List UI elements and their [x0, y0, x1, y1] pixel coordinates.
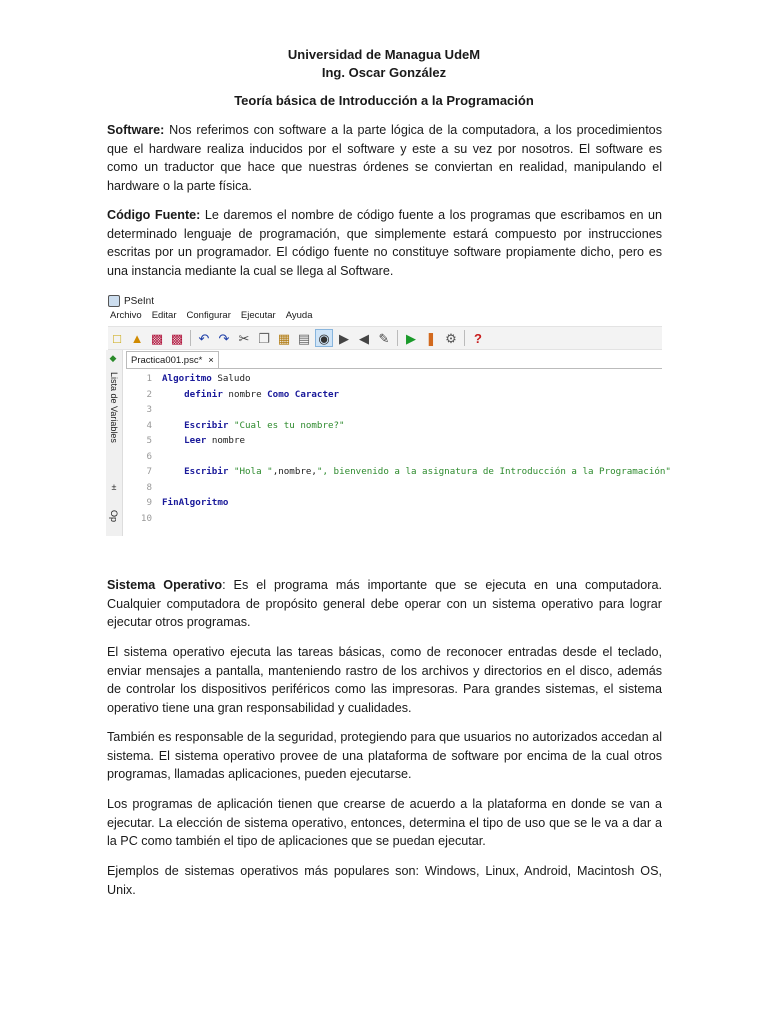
file-tab[interactable] [126, 351, 219, 368]
string-literal: ", bienvenido a la asignatura de Introducción a la Programación" [316, 466, 671, 477]
identifier: nombre [206, 435, 246, 446]
author-heading: Ing. Oscar González [321, 65, 447, 80]
new-file-icon[interactable]: □ [113, 330, 121, 346]
code-line [162, 464, 671, 480]
line-number: 3 [146, 404, 152, 415]
code-line [162, 511, 662, 527]
code-line [162, 449, 662, 465]
cut-icon[interactable]: ✂ [238, 330, 250, 346]
pseint-toolbar [108, 326, 662, 350]
variables-tab-icon: ◆ [109, 354, 119, 364]
save-as-icon[interactable]: ▩ [170, 330, 184, 346]
toolbar-separator [464, 330, 465, 346]
line-number: 4 [146, 419, 152, 431]
line-number-gutter [126, 371, 156, 526]
line-number: 1 [146, 373, 152, 384]
sistema-operativo-paragraph [107, 576, 662, 632]
code-line [162, 371, 662, 387]
toolbar-separator [397, 330, 398, 346]
seguridad-paragraph: También es responsable de la seguridad, protegiendo para que usuarios no autorizados accedan al sistema. El sistema operativo provee de una plataforma de software por encima de la cual otros programas, llamadas aplicaciones, pueden ejecutarse. [107, 730, 662, 782]
toolbar-separator [190, 330, 191, 346]
save-icon[interactable]: ▩ [150, 330, 164, 346]
file-tab-label: Practica001.psc* [131, 354, 203, 366]
code-line [162, 433, 662, 449]
open-file-icon[interactable]: ▲ [130, 330, 144, 346]
close-tab-icon[interactable]: × [208, 354, 214, 366]
sistema-operativo-term: Sistema Operativo [107, 578, 223, 592]
document-title: Teoría básica de Introducción a la Programación [234, 93, 534, 108]
codigo-fuente-term: Código Fuente: [107, 208, 201, 222]
pseint-screenshot [104, 292, 671, 537]
menu-configurar[interactable]: Configurar [186, 310, 231, 321]
code-lines [162, 371, 671, 526]
unindent-icon[interactable]: ◀ [359, 330, 369, 346]
code-line [162, 418, 662, 434]
undo-icon[interactable]: ↶ [198, 330, 210, 346]
redo-icon[interactable]: ↷ [218, 330, 230, 346]
keyword: Escribir [184, 466, 229, 477]
string-literal: "Hola " [233, 466, 273, 477]
string-literal: "Cual es tu nombre?" [233, 419, 345, 431]
ejemplos-paragraph: Ejemplos de sistemas operativos más populares son: Windows, Linux, Android, Macintosh OS, Unix. [107, 864, 662, 897]
line-number: 2 [146, 388, 152, 400]
paste-icon[interactable]: ▦ [277, 330, 291, 346]
side-tab-variables[interactable]: Lista de Variables [109, 372, 119, 443]
codigo-fuente-text: Le daremos el nombre de código fuente a los programas que escribamos en un determinado lenguaje de programación, que simplemente estará compuesto por instrucciones escritas por un programador. El código fuente no constituye software propiamente dicho, pero es una instancia mediante la cual se llega al Software. [107, 208, 662, 278]
comment-icon[interactable]: ✎ [378, 330, 390, 346]
line-number: 6 [146, 450, 152, 462]
keyword: Escribir [184, 419, 229, 431]
code-line [162, 495, 662, 511]
codigo-fuente-paragraph [107, 206, 662, 280]
flowchart-icon[interactable]: ⚙ [445, 330, 457, 346]
aplicacion-paragraph: Los programas de aplicación tienen que crearse de acuerdo a la plataforma en donde se van a ejecutar. La elección de sistema operativo, entonces, determina el tipo de uso que se le va a dar a la PC como también el tipo de aplicaciones que se puedan ejecutar. [107, 797, 662, 849]
pseint-titlebar [108, 294, 154, 308]
help-icon[interactable]: ? [474, 330, 482, 346]
software-term: Software: [107, 123, 165, 137]
keyword: FinAlgoritmo [162, 497, 229, 508]
line-number: 7 [146, 466, 152, 477]
keyword: Como Caracter [267, 388, 340, 400]
code-line [162, 402, 662, 418]
copy-icon[interactable]: ❐ [258, 330, 270, 346]
operators-tab-icon: ± [109, 482, 119, 492]
identifier: ,nombre, [272, 466, 317, 477]
software-paragraph [107, 121, 662, 195]
code-line [162, 480, 662, 496]
tareas-paragraph: El sistema operativo ejecuta las tareas básicas, como de reconocer entradas desde el teclado, enviar mensajes a pantalla, manteniendo rastro de los archivos y directorios en el disco, además de controlar los dispositivos periféricos como las impresoras. Para grandes sistemas, el sistema operativo tiene una gran responsabilidad y cualidades. [107, 645, 662, 715]
identifier: Saludo [211, 373, 251, 384]
pseint-menubar [110, 310, 313, 324]
university-heading: Universidad de Managua UdeM [287, 47, 481, 62]
find-icon[interactable]: ◉ [315, 329, 333, 347]
menu-ejecutar[interactable]: Ejecutar [240, 310, 276, 321]
step-icon[interactable]: ❚ [425, 330, 437, 346]
line-number: 9 [146, 497, 152, 508]
menu-archivo[interactable]: Archivo [110, 310, 142, 321]
keyword: Algoritmo [162, 373, 212, 384]
select-all-icon[interactable]: ▤ [297, 330, 311, 346]
sistema-operativo-text: : Es el programa más importante que se ejecuta en una computadora. Cualquier computadora de propósito general debe operar con un sistema operativo para lograr ejecutar otros programas. [107, 578, 662, 630]
run-icon[interactable]: ▶ [406, 330, 416, 346]
pseint-window-title: PSeInt [124, 295, 155, 307]
software-text: Nos referimos con software a la parte lógica de la computadora, a los procedimientos que el hardware realiza inducidos por el software y este a su vez por nosotros. El software es como un traductor que hace que nuestras órdenes se conviertan en realidad, manipulando el hardware o la parte física. [107, 123, 662, 193]
identifier: nombre [222, 388, 268, 400]
pseint-app-icon [108, 295, 120, 307]
line-number: 5 [146, 435, 152, 446]
menu-ayuda[interactable]: Ayuda [285, 310, 313, 321]
pseint-side-panel [106, 350, 123, 536]
code-editor[interactable] [126, 368, 671, 537]
indent-icon[interactable]: ▶ [339, 330, 349, 346]
keyword: definir [184, 388, 223, 400]
line-number: 10 [140, 512, 152, 524]
keyword: Leer [184, 435, 207, 446]
code-line [162, 387, 662, 403]
line-number: 8 [146, 481, 152, 493]
menu-editar[interactable]: Editar [151, 310, 177, 321]
side-tab-operators[interactable]: Op [109, 510, 119, 523]
